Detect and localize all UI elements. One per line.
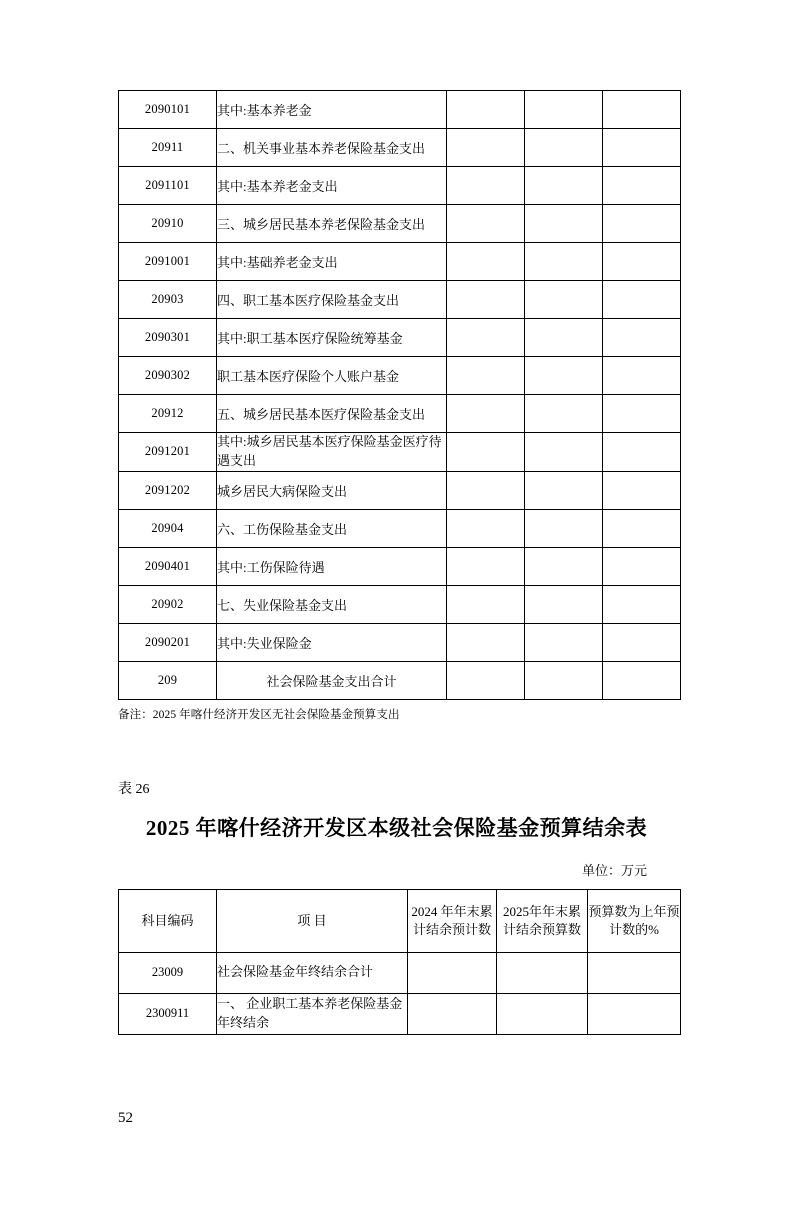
- header-col2: 2025年年末累计结余预算数: [497, 889, 588, 952]
- row-value-2: [525, 319, 603, 357]
- row-value-2: [525, 661, 603, 699]
- table-row: [119, 319, 681, 357]
- row-value-3: [603, 623, 681, 661]
- table-row: [119, 129, 681, 167]
- header-col1: 2024 年年末累计结余预计数: [408, 889, 497, 952]
- row-item: 其中:基本养老金: [217, 91, 447, 129]
- row-item: 三、城乡居民基本养老保险基金支出: [217, 205, 447, 243]
- row-code: 2091201: [119, 433, 217, 472]
- table-row: [119, 623, 681, 661]
- row-value-3: [603, 395, 681, 433]
- table-row: [119, 509, 681, 547]
- row-value-1: [447, 433, 525, 472]
- table-row: [119, 585, 681, 623]
- table-label: 表 26: [118, 781, 150, 797]
- row-value-3: [603, 661, 681, 699]
- table-row: [119, 395, 681, 433]
- row-item: 四、职工基本医疗保险基金支出: [217, 281, 447, 319]
- row-value-2: [525, 547, 603, 585]
- row-item: 二、机关事业基本养老保险基金支出: [217, 129, 447, 167]
- row-code: 2091202: [119, 471, 217, 509]
- row-value-1: [447, 661, 525, 699]
- row-value-3: [588, 993, 681, 1034]
- row-value-1: [447, 357, 525, 395]
- row-value-2: [525, 509, 603, 547]
- row-code: 209: [119, 661, 217, 699]
- unit-label: 单位：万元: [581, 862, 647, 878]
- row-value-1: [447, 471, 525, 509]
- row-value-3: [588, 952, 681, 993]
- row-value-3: [603, 243, 681, 281]
- row-value-2: [525, 357, 603, 395]
- row-value-1: [447, 91, 525, 129]
- row-value-1: [447, 205, 525, 243]
- row-value-3: [603, 585, 681, 623]
- row-value-1: [447, 281, 525, 319]
- table-row: [119, 471, 681, 509]
- row-value-1: [447, 547, 525, 585]
- table-row: [119, 167, 681, 205]
- row-value-3: [603, 167, 681, 205]
- table-row: [119, 952, 681, 993]
- row-code: 2091101: [119, 167, 217, 205]
- row-code: 20910: [119, 205, 217, 243]
- row-item: 六、工伤保险基金支出: [217, 509, 447, 547]
- row-value-2: [525, 623, 603, 661]
- table-body: [119, 91, 681, 700]
- page-title: 2025 年喀什经济开发区本级社会保险基金预算结余表: [145, 815, 648, 840]
- row-value-1: [408, 952, 497, 993]
- page-number: 52: [118, 1110, 133, 1126]
- row-value-2: [525, 205, 603, 243]
- table-row: [119, 433, 681, 472]
- row-value-2: [525, 281, 603, 319]
- header-row: [119, 889, 681, 952]
- row-value-1: [447, 243, 525, 281]
- row-code: 20903: [119, 281, 217, 319]
- row-item: 其中:失业保险金: [217, 623, 447, 661]
- row-value-1: [447, 585, 525, 623]
- row-item: 五、城乡居民基本医疗保险基金支出: [217, 395, 447, 433]
- header-code: 科目编码: [119, 889, 217, 952]
- row-value-1: [447, 129, 525, 167]
- row-value-2: [497, 952, 588, 993]
- row-item: 职工基本医疗保险个人账户基金: [217, 357, 447, 395]
- table-row: [119, 547, 681, 585]
- row-value-2: [525, 433, 603, 472]
- row-code: 2091001: [119, 243, 217, 281]
- row-value-3: [603, 281, 681, 319]
- row-code: 23009: [119, 952, 217, 993]
- row-value-3: [603, 91, 681, 129]
- row-value-3: [603, 319, 681, 357]
- social-insurance-balance-table: [118, 889, 681, 1035]
- table-row: [119, 357, 681, 395]
- row-code: 20912: [119, 395, 217, 433]
- table-row: [119, 281, 681, 319]
- row-value-3: [603, 205, 681, 243]
- table-row: [119, 993, 681, 1034]
- row-code: 20904: [119, 509, 217, 547]
- row-value-1: [447, 509, 525, 547]
- row-value-3: [603, 357, 681, 395]
- row-code: 2090401: [119, 547, 217, 585]
- row-item: 其中:城乡居民基本医疗保险基金医疗待遇支出: [217, 433, 447, 472]
- table-body: [119, 952, 681, 1034]
- document-page: [0, 90, 793, 1212]
- row-item: 其中:基本养老金支出: [217, 167, 447, 205]
- row-value-2: [525, 167, 603, 205]
- table-row: [119, 91, 681, 129]
- row-value-1: [408, 993, 497, 1034]
- row-item: 社会保险基金年终结余合计: [217, 952, 408, 993]
- row-item: 一、 企业职工基本养老保险基金年终结余: [217, 993, 408, 1034]
- table-header: [119, 889, 681, 952]
- row-value-1: [447, 319, 525, 357]
- table-note: 备注：2025 年喀什经济开发区无社会保险基金预算支出: [118, 708, 400, 721]
- row-value-2: [525, 91, 603, 129]
- row-value-3: [603, 547, 681, 585]
- row-code: 2300911: [119, 993, 217, 1034]
- row-item: 其中:职工基本医疗保险统筹基金: [217, 319, 447, 357]
- row-value-1: [447, 395, 525, 433]
- row-value-3: [603, 433, 681, 472]
- row-item: 城乡居民大病保险支出: [217, 471, 447, 509]
- row-value-3: [603, 471, 681, 509]
- row-item: 七、失业保险基金支出: [217, 585, 447, 623]
- row-value-2: [525, 243, 603, 281]
- row-value-3: [603, 129, 681, 167]
- social-insurance-expenditure-table: [118, 90, 681, 700]
- row-code: 20911: [119, 129, 217, 167]
- row-code: 20902: [119, 585, 217, 623]
- row-value-2: [525, 395, 603, 433]
- row-value-1: [447, 623, 525, 661]
- table-row: [119, 205, 681, 243]
- row-value-3: [603, 509, 681, 547]
- header-item: 项 目: [217, 889, 408, 952]
- row-code: 2090302: [119, 357, 217, 395]
- row-item: 其中:基础养老金支出: [217, 243, 447, 281]
- row-code: 2090201: [119, 623, 217, 661]
- row-item: 社会保险基金支出合计: [217, 661, 447, 699]
- row-value-2: [497, 993, 588, 1034]
- row-value-2: [525, 585, 603, 623]
- table-row: [119, 243, 681, 281]
- row-item: 其中:工伤保险待遇: [217, 547, 447, 585]
- row-value-1: [447, 167, 525, 205]
- row-value-2: [525, 471, 603, 509]
- row-value-2: [525, 129, 603, 167]
- row-code: 2090101: [119, 91, 217, 129]
- header-col3: 预算数为上年预计数的%: [588, 889, 681, 952]
- table-row-total: [119, 661, 681, 699]
- row-code: 2090301: [119, 319, 217, 357]
